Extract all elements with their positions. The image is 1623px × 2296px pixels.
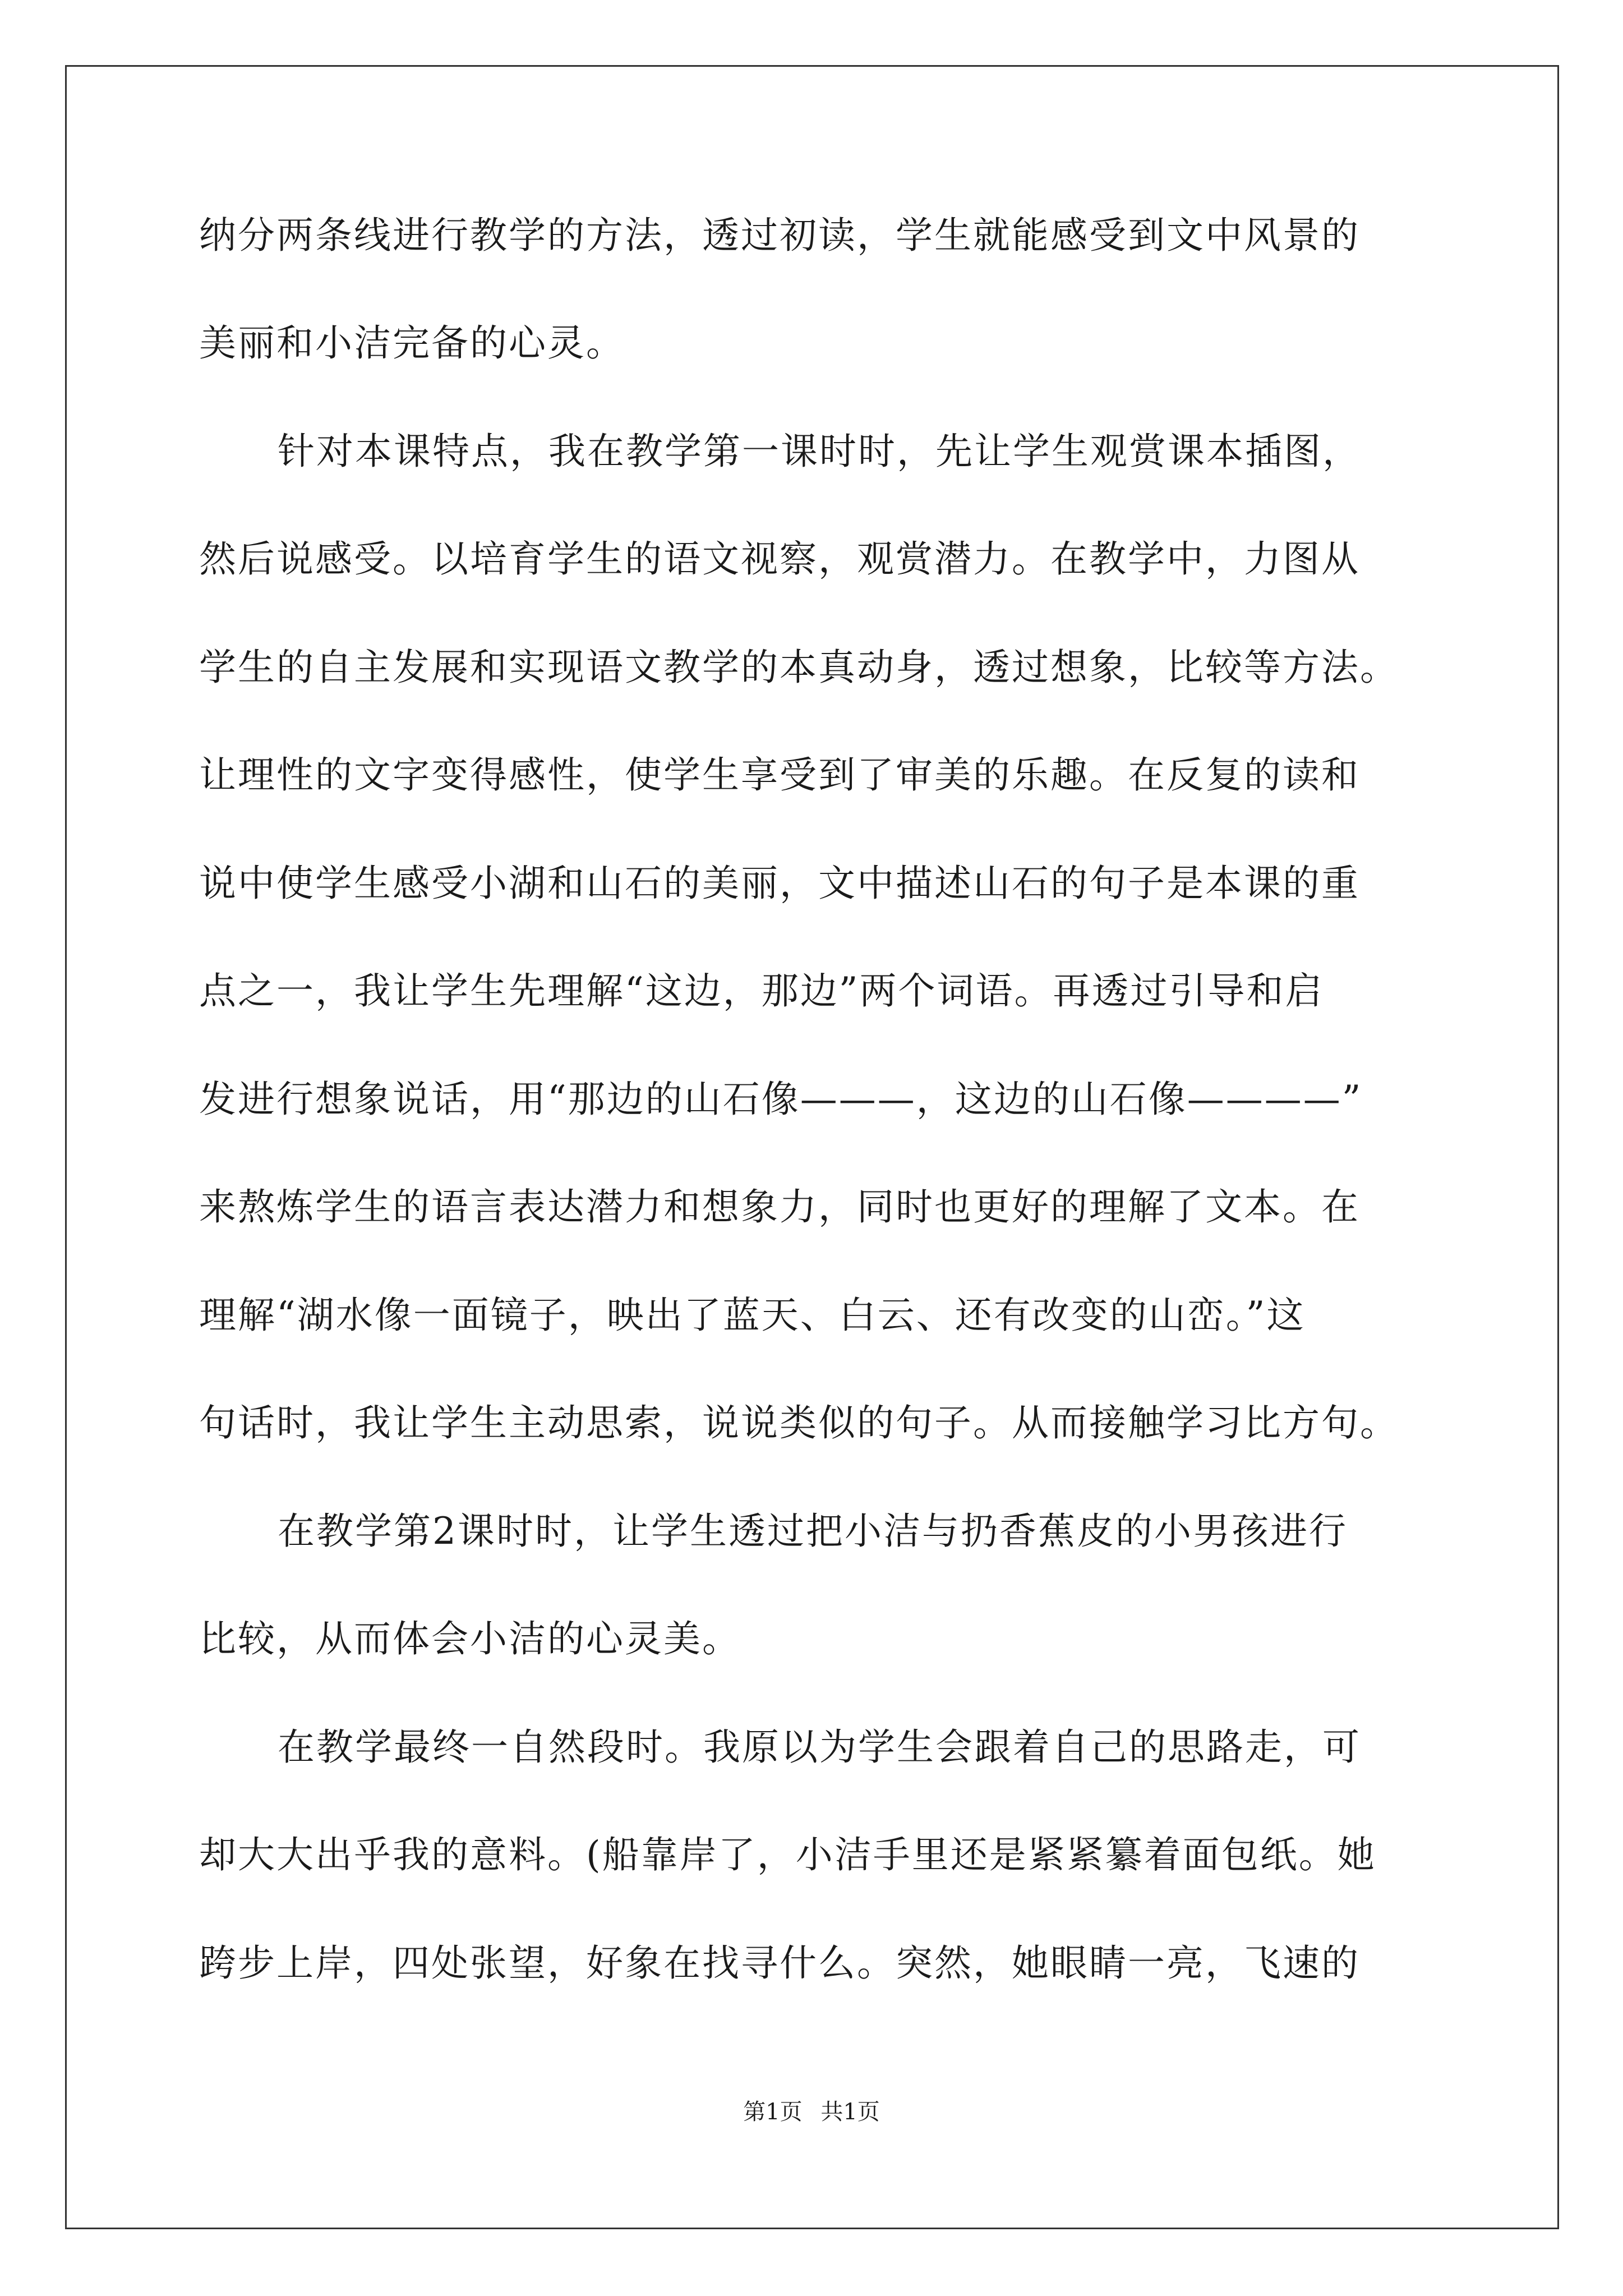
page-border bbox=[65, 65, 1559, 2229]
text-line: 却大大出乎我的意料。(船靠岸了，小洁手里还是紧紧纂着面包纸。她 bbox=[199, 1833, 1376, 1876]
text-line: 比较，从而体会小洁的心灵美。 bbox=[199, 1617, 741, 1660]
text-line: 点之一，我让学生先理解“这边，那边”两个词语。再透过引导和启 bbox=[199, 969, 1324, 1013]
text-line: 发进行想象说话，用“那边的山石像———，这边的山石像————” bbox=[199, 1078, 1363, 1121]
paragraph-start-line: 针对本课特点，我在教学第一课时时，先让学生观赏课本插图， bbox=[278, 430, 1361, 473]
text-line: 跨步上岸，四处张望，好象在找寻什么。突然，她眼睛一亮，飞速的 bbox=[199, 1941, 1360, 1985]
text-line: 纳分两条线进行教学的方法，透过初读，学生就能感受到文中风景的 bbox=[199, 214, 1360, 257]
text-line: 然后说感受。以培育学生的语文视察，观赏潜力。在教学中，力图从 bbox=[199, 537, 1360, 581]
text-line: 说中使学生感受小湖和山石的美丽，文中描述山石的句子是本课的重 bbox=[199, 862, 1360, 905]
text-line: 句话时，我让学生主动思索，说说类似的句子。从而接触学习比方句。 bbox=[199, 1401, 1399, 1444]
text-line: 让理性的文字变得感性，使学生享受到了审美的乐趣。在反复的读和 bbox=[199, 753, 1360, 797]
text-line: 学生的自主发展和实现语文教学的本真动身，透过想象，比较等方法。 bbox=[199, 646, 1399, 689]
page-number: 第1页 bbox=[743, 2099, 803, 2125]
page-footer bbox=[0, 2095, 1623, 2129]
text-line: 美丽和小洁完备的心灵。 bbox=[199, 321, 625, 365]
text-line: 理解“湖水像一面镜子，映出了蓝天、白云、还有改变的山峦。”这 bbox=[199, 1294, 1306, 1337]
page-total: 共1页 bbox=[820, 2099, 880, 2125]
paragraph-start-line: 在教学第2课时时，让学生透过把小洁与扔香蕉皮的小男孩进行 bbox=[278, 1510, 1348, 1553]
paragraph-start-line: 在教学最终一自然段时。我原以为学生会跟着自己的思路走，可 bbox=[278, 1726, 1361, 1769]
text-line: 来熬炼学生的语言表达潜力和想象力，同时也更好的理解了文本。在 bbox=[199, 1185, 1360, 1228]
